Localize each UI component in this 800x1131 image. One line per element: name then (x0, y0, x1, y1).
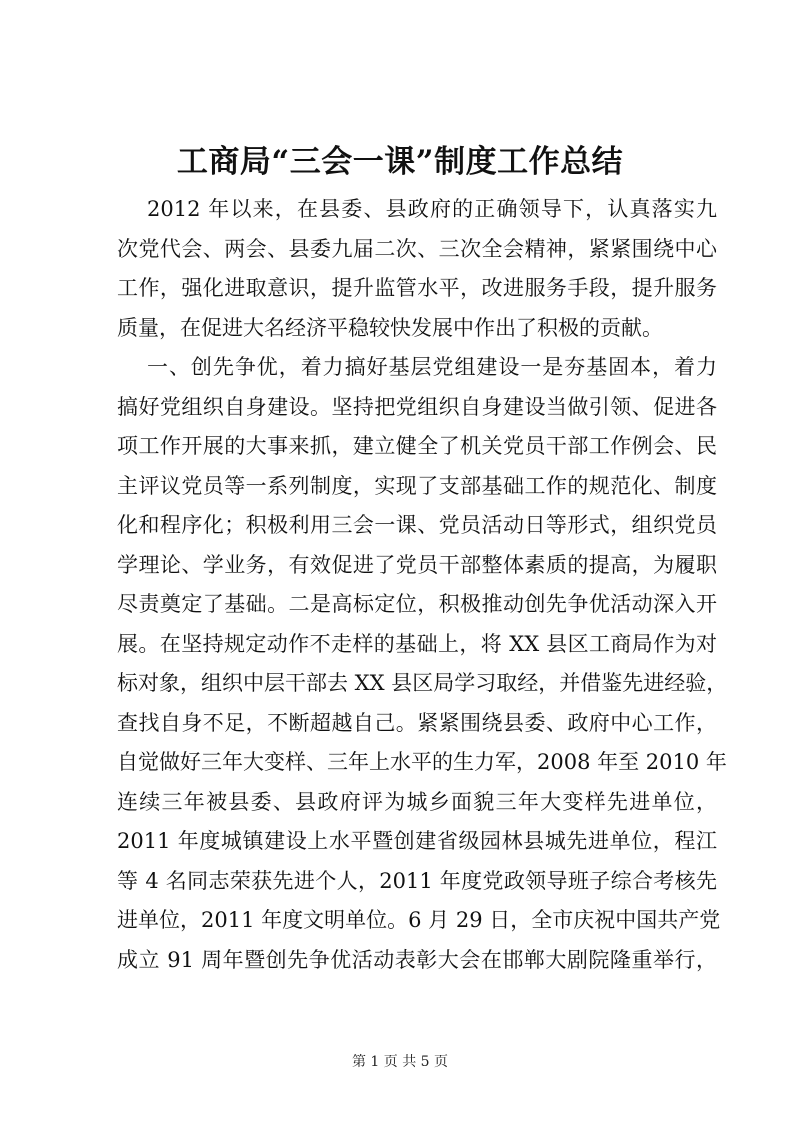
body-line: 2012 年以来，在县委、县政府的正确领导下，认真落实九 (147, 197, 717, 221)
body-line: 项工作开展的大事来抓，建立健全了机关党员干部工作例会、民 (117, 434, 717, 458)
body-line: 自觉做好三年大变样、三年上水平的生力军，2008 年至 2010 年 (117, 750, 727, 774)
body-line: 化和程序化；积极利用三会一课、党员活动日等形式，组织党员 (117, 513, 717, 537)
body-line: 展。在坚持规定动作不走样的基础上，将 XX 县区工商局作为对 (117, 631, 717, 656)
document-body (117, 190, 728, 980)
body-line: 连续三年被县委、县政府评为城乡面貌三年大变样先进单位， (117, 789, 717, 814)
body-line: 标对象，组织中层干部去 XX 县区局学习取经，并借鉴先进经验， (117, 671, 728, 695)
body-line: 一、创先争优，着力搞好基层党组建设一是夯基固本，着力 (147, 355, 717, 379)
page-number-footer: 第 1 页 共 5 页 (351, 1054, 449, 1070)
body-line: 成立 91 周年暨创先争优活动表彰大会在邯郸大剧院隆重举行， (117, 947, 717, 972)
body-line: 次党代会、两会、县委九届二次、三次全会精神，紧紧围绕中心 (117, 236, 717, 261)
body-line: 2011 年度城镇建设上水平暨创建省级园林县城先进单位，程江 (117, 829, 717, 853)
body-line: 尽责奠定了基础。二是高标定位，积极推动创先争优活动深入开 (117, 592, 717, 616)
body-line: 工作，强化进取意识，提升监管水平，改进服务手段，提升服务 (117, 276, 717, 300)
document-title: 工商局“三会一课”制度工作总结 (176, 144, 624, 180)
body-line: 等 4 名同志荣获先进个人，2011 年度党政领导班子综合考核先 (117, 868, 717, 893)
body-line: 主评议党员等一系列制度，实现了支部基础工作的规范化、制度 (117, 473, 717, 498)
body-line: 学理论、学业务，有效促进了党员干部整体素质的提高，为履职 (117, 552, 717, 577)
body-line: 搞好党组织自身建设。坚持把党组织自身建设当做引领、促进各 (117, 394, 717, 419)
body-line: 查找自身不足，不断超越自己。紧紧围绕县委、政府中心工作， (117, 710, 717, 735)
body-line: 进单位，2011 年度文明单位。6 月 29 日，全市庆祝中国共产党 (117, 908, 721, 932)
body-line: 质量，在促进大名经济平稳较快发展中作出了积极的贡献。 (117, 315, 663, 340)
